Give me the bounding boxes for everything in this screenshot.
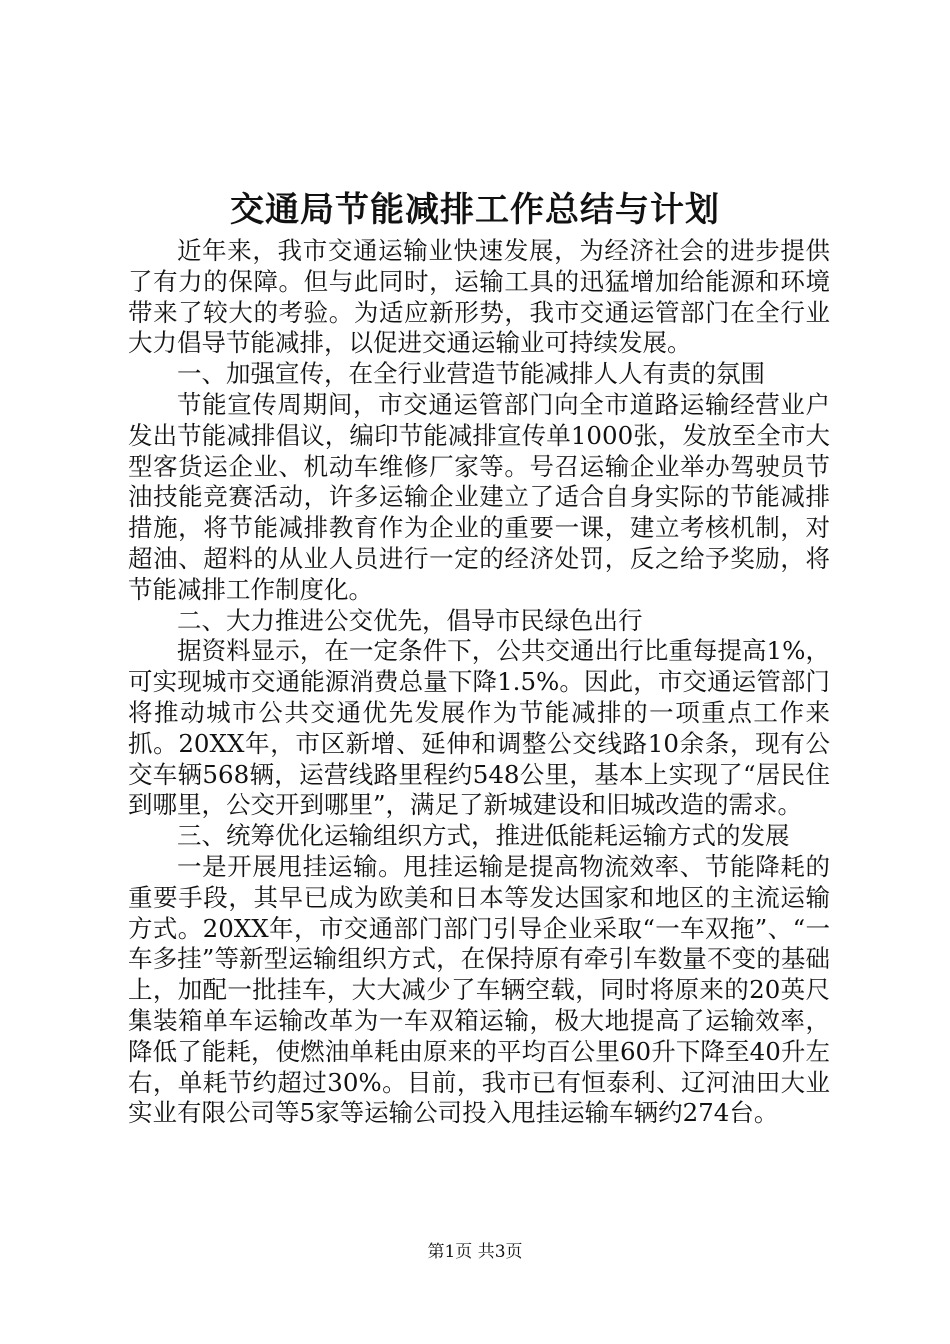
section-1-paragraph: 节能宣传周期间，市交通运管部门向全市道路运输经营业户发出节能减排倡议，编印节能减排宣传单1000张，发放至全市大型客货运企业、机动车维修厂家等。号召运输企业举办驾驶员节油技能竞赛活动，许多运输企业建立了适合自身实际的节能减排措施，将节能减排教育作为企业的重要一课，建立考核机制，对超油、超料的从业人员进行一定的经济处罚，反之给予奖励，将节能减排工作制度化。 xyxy=(128,389,830,604)
section-heading-1: 一、加强宣传，在全行业营造节能减排人人有责的氛围 xyxy=(177,359,765,389)
section-3-paragraph: 一是开展甩挂运输。甩挂运输是提高物流效率、节能降耗的重要手段，其早已成为欧美和日本等发达国家和地区的主流运输方式。20XX年，市交通部门部门引导企业采取“一车双拖”、“一车多挂”等新型运输组织方式，在保持原有牵引车数量不变的基础上，加配一批挂车，大大减少了车辆空载，同时将原来的20英尺集装箱单车运输改革为一车双箱运输，极大地提高了运输效率，降低了能耗，使燃油单耗由原来的平均百公里60升下降至40升左右，单耗节约超过30%。目前，我市已有恒泰利、辽河油田大业实业有限公司等5家等运输公司投入甩挂运输车辆约274台。 xyxy=(128,851,830,1128)
page-number-footer: 第1页 共3页 xyxy=(427,1242,523,1262)
document-title: 交通局节能减排工作总结与计划 xyxy=(230,190,720,230)
intro-paragraph: 近年来，我市交通运输业快速发展，为经济社会的进步提供了有力的保障。但与此同时，运输工具的迅猛增加给能源和环境带来了较大的考验。为适应新形势，我市交通运管部门在全行业大力倡导节能减排，以促进交通运输业可持续发展。 xyxy=(128,236,830,358)
section-2-paragraph: 据资料显示，在一定条件下，公共交通出行比重每提高1%，可实现城市交通能源消费总量下降1.5%。因此，市交通运管部门将推动城市公共交通优先发展作为节能减排的一项重点工作来抓。20XX年，市区新增、延伸和调整公交线路10余条，现有公交车辆568辆，运营线路里程约548公里，基本上实现了“居民住到哪里，公交开到哪里”，满足了新城建设和旧城改造的需求。 xyxy=(128,636,830,820)
section-heading-2: 二、大力推进公交优先，倡导市民绿色出行 xyxy=(177,605,643,635)
section-heading-3: 三、统筹优化运输组织方式，推进低能耗运输方式的发展 xyxy=(177,821,790,851)
document-body xyxy=(128,236,830,1129)
